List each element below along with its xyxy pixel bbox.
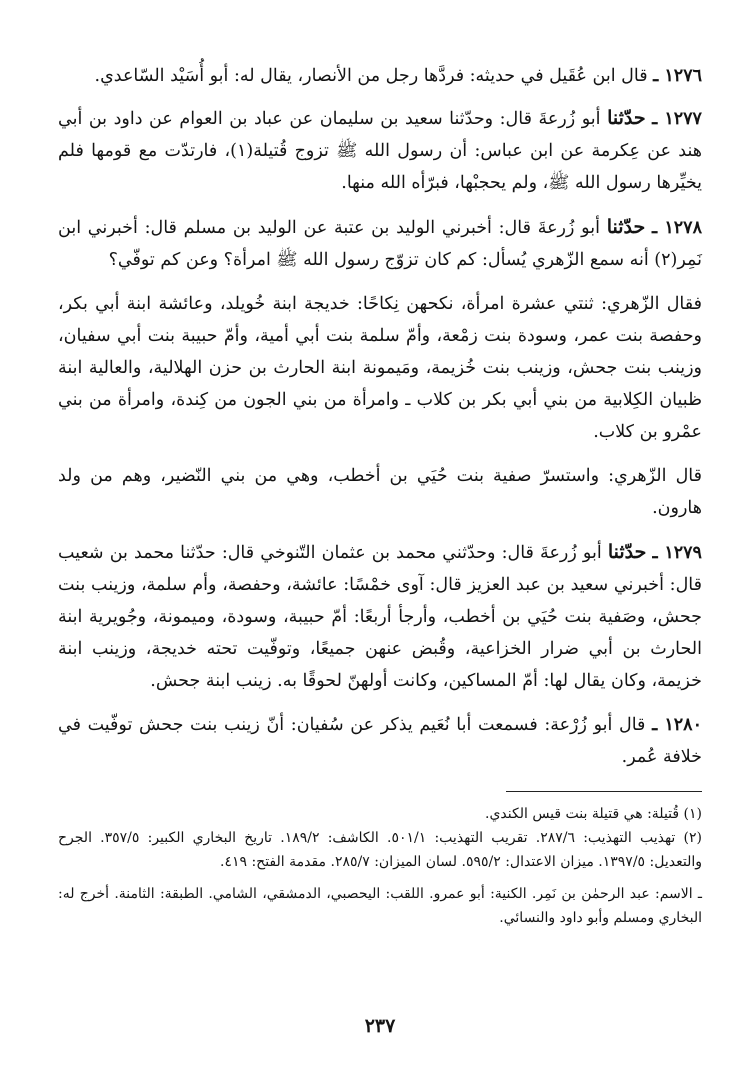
hadith-paragraph [58, 60, 702, 92]
hadith-number: ١٢٧٧ ـ [652, 109, 702, 129]
hadith-paragraph [58, 536, 702, 697]
hadith-number: ١٢٨٠ ـ [652, 715, 702, 735]
hadith-paragraph [58, 102, 702, 199]
footnote: (٢) تهذيب التهذيب: ٢٨٧/٦. تقريب التهذيب: ٥٠١/١. الكاشف: ١٨٩/٢. تاريخ البخاري الكبير: ٣٥٧/٥. الجرح والتعديل: ١٣٩٧/٥. ميزان الاعتدال: ٥٩٥/٢. لسان الميزان: ٢٨٥/٧. مقدمة الفتح: ٤١٩. [58, 830, 702, 870]
footnote: (١) قُتيلة: هي قتيلة بنت قيس الكندي. [485, 806, 702, 822]
hadith-number: ١٢٧٨ ـ [651, 218, 702, 238]
hadith-text: أبو زُرعةَ قال: وحدّثني محمد بن عثمان التّنوخي قال: حدّثنا محمد بن شعيب قال: أخبرني سعيد بن عبد العزيز قال: آوى خمْسًا: عائشة، وحفصة، وأم سلمة، وزينب بنت جحش، وصَفية بنت حُيَي بن أخطب، وأرجأ أربعًا: أمّ حبيبة، وسودة، وميمونة، وجُويرية ابنة الحارث بن أبي ضرار الخزاعية، وقُبض عنهن جميعًا، وتوفّيت تحته خديجة، وزينب ابنة خزيمة، وكان يقال لها: أمّ المساكين، وكانت أولهنّ لحوقًا به. زينب ابنة جحش. [58, 543, 702, 691]
hadith-keyword: حدّثنا [607, 107, 646, 129]
hadith-paragraph [58, 211, 702, 276]
narration-paragraph [58, 288, 702, 448]
hadith-text: أبو زُرعةَ قال: أخبرني الوليد بن عتبة عن الوليد بن مسلم قال: أخبرني ابن نَمِر(٢) أنه سمع الزّهري يُسأل: كم كان تزوّج رسول الله ﷺ امرأة؟ وعن كم توفّي؟ [58, 218, 702, 270]
hadith-number: ١٢٧٦ ـ [653, 66, 702, 86]
hadith-text: أبو زُرعةَ قال: وحدّثنا سعيد بن سليمان عن عباد بن العوام عن داود بن أبي هند عن عِكرمة عن ابن عباس: أن رسول الله ﷺ تزوج قُتيلة(١)، فارتدّت مع قومها فلم يخيِّرها رسول الله ﷺ، ولم يحجبْها، فبرّأه الله منها. [58, 109, 702, 193]
hadith-text: قال ابن عُقَيل في حديثه: فردَّها رجل من الأنصار، يقال له: أبو أُسَيْد السّاعدي. [94, 66, 654, 86]
footnote: ـ الاسم: عبد الرحمٰن بن نَمِر. الكنية: أبو عمرو. اللقب: اليحصبي، الدمشقي، الشامي. الطبقة: الثامنة. أخرج له: البخاري ومسلم وأبو داود والنسائي. [58, 886, 702, 926]
book-page [58, 60, 702, 1065]
hadith-keyword: حدّثنا [607, 541, 647, 563]
hadith-paragraph [58, 709, 702, 773]
narration-text: قال الزّهري: واستسرّ صفية بنت حُيَي بن أخطب، وهي من بني النّضير، وهم من ولد هارون. [58, 466, 702, 518]
narration-paragraph [58, 460, 702, 524]
hadith-text: قال أبو زُرْعة: فسمعت أبا نُعَيم يذكر عن سُفيان: أنّ زينب بنت جحش توفّيت في خلافة عُمر. [58, 715, 702, 767]
footnote-separator [506, 791, 702, 792]
narration-text: فقال الزّهري: ثنتي عشرة امرأة، نكحهن نِكاحًا: خديجة ابنة خُويلد، وعائشة ابنة أبي بكر، وحفصة بنت عمر، وسودة بنت زمْعة، وأمّ سلمة بنت أبي أمية، وأمّ حبيبة بنت أبي سفيان، وزينب بنت جحش، وزينب بنت خُزيمة، ومَيمونة ابنة الحارث بن حزن الهلالية، والعالية ابنة ظبيان الكِلابية من بني أبي بكر بن كلاب ـ وامرأة من بني الجون من كِندة، وامرأة من بني عمْرو بن كلاب. [58, 294, 702, 442]
page-number: ٢٣٧ [364, 1015, 396, 1037]
hadith-number: ١٢٧٩ ـ [652, 543, 702, 563]
hadith-keyword: حدّثنا [606, 216, 646, 238]
